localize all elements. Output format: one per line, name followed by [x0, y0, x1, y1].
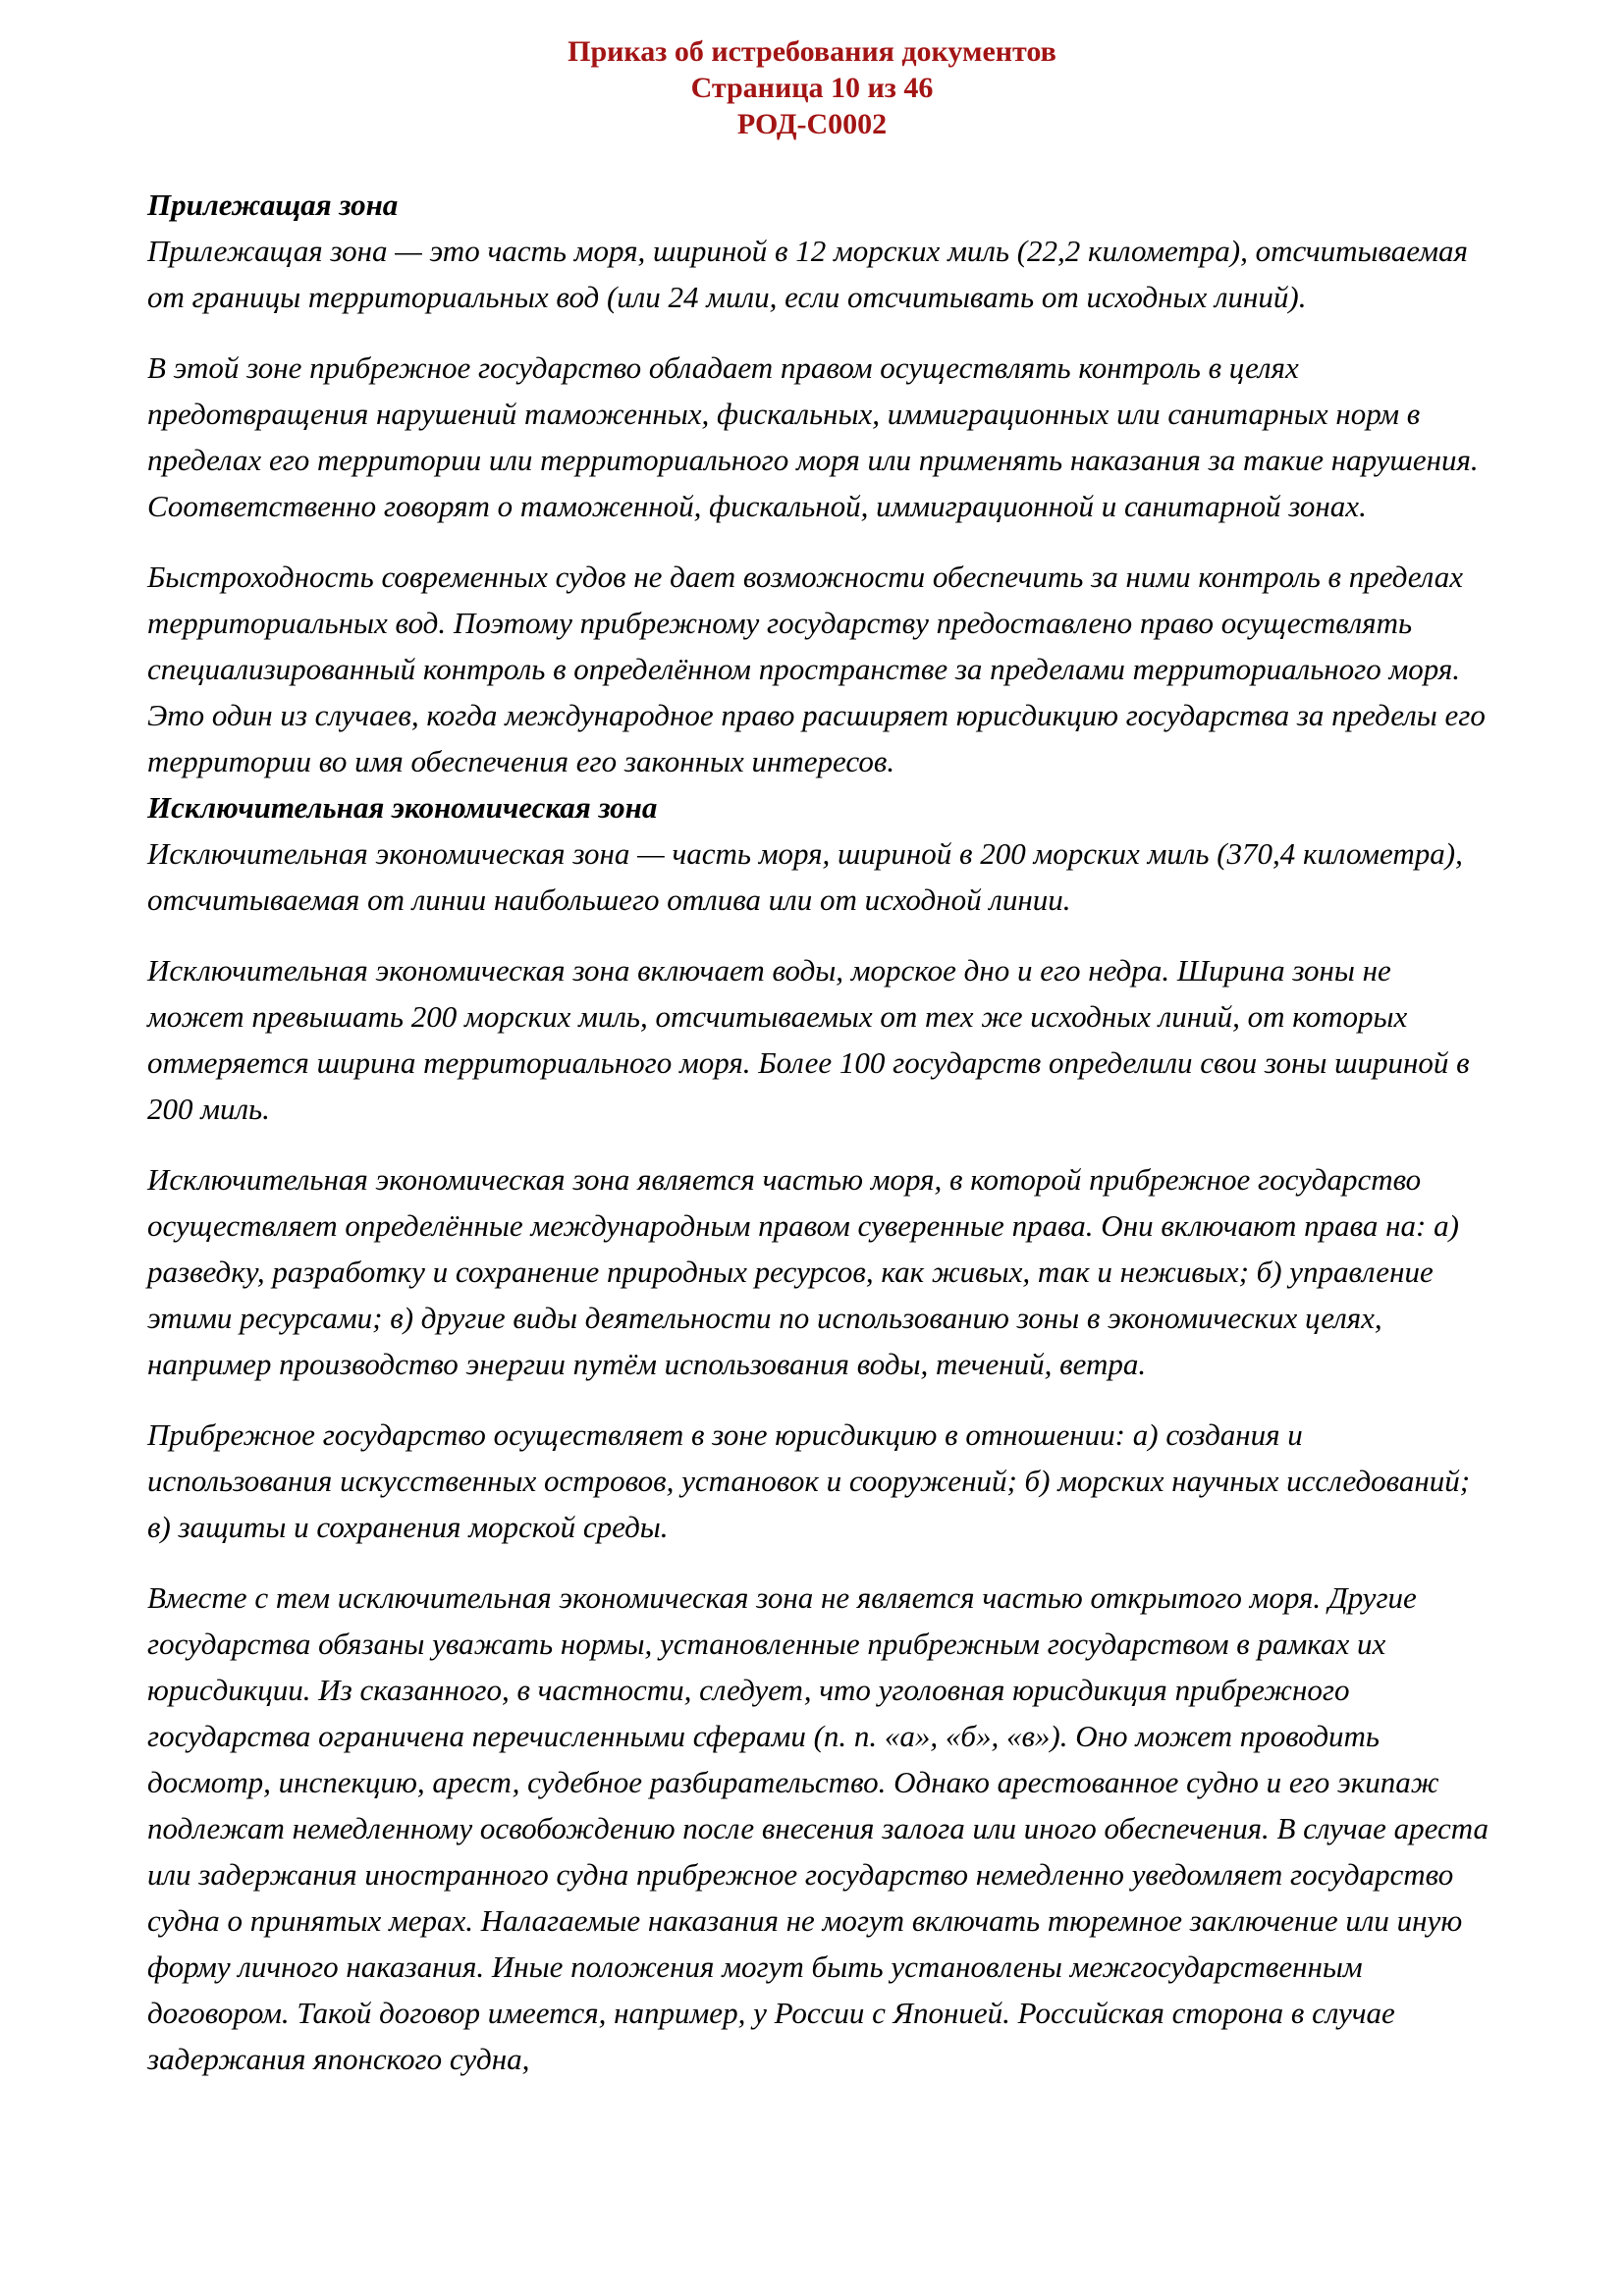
section-heading-exclusive-economic-zone: Исключительная экономическая зона [147, 790, 658, 825]
document-body [0, 182, 1624, 2082]
section-heading-contiguous-zone: Прилежащая зона [147, 187, 399, 222]
document-title: Приказ об истребования документов [568, 35, 1056, 68]
paragraph: Прибрежное государство осуществляет в зоне юрисдикцию в отношении: а) создания и использования искусственных островов, установок и сооружений; б) морских научных исследований; в) защиты и сохранения морской среды. [147, 1417, 1471, 1544]
document-header [0, 33, 1624, 142]
paragraph: Вместе с тем исключительная экономическая зона не является частью открытого моря. Другие государства обязаны уважать нормы, установленные прибрежным государством в рамках их юрисдикции. Из сказанного, в частности, следует, что уголовная юрисдикция прибрежного государства ограничена перечисленными сферами (п. п. «а», «б», «в»). Оно может проводить досмотр, инспекцию, арест, судебное разбирательство. Однако арестованное судно и его экипаж подлежат немедленному освобождению после внесения залога или иного обеспечения. В случае ареста или задержания иностранного судна прибрежное государство немедленно уведомляет государство судна о принятых мерах. Налагаемые наказания не могут включать тюремное заключение или иную форму личного наказания. Иные положения могут быть установлены межгосударственным договором. Такой договор имеется, например, у России с Японией. Российская сторона в случае задержания японского судна, [147, 1580, 1489, 2076]
paragraph: Быстроходность современных судов не дает возможности обеспечить за ними контроль в пределах территориальных вод. Поэтому прибрежному государству предоставлено право осуществлять специализированный контроль в определённом пространстве за пределами территориального моря. Это один из случаев, когда международное право расширяет юрисдикцию государства за пределы его территории во имя обеспечения его законных интересов. [147, 560, 1486, 778]
document-code: РОД-С0002 [736, 108, 888, 140]
paragraph: В этой зоне прибрежное государство обладает правом осуществлять контроль в целях предотвращения нарушений таможенных, фискальных, иммиграционных или санитарных норм в пределах его территории или территориального моря или применять наказания за такие нарушения. Соответственно говорят о таможенной, фискальной, иммиграционной и санитарной зонах. [147, 350, 1479, 523]
paragraph: Исключительная экономическая зона является частью моря, в которой прибрежное государство осуществляет определённые международным правом суверенные права. Они включают права на: а) разведку, разработку и сохранение природных ресурсов, как живых, так и неживых; б) управление этими ресурсами; в) другие виды деятельности по использованию зоны в экономических целях, например производство энергии путём использования воды, течений, ветра. [147, 1162, 1459, 1381]
page-number: Страница 10 из 46 [690, 72, 934, 104]
section-contiguous-zone [147, 182, 1489, 784]
paragraph: Прилежащая зона — это часть моря, шириной в 12 морских миль (22,2 километра), отсчитываемая от границы территориальных вод (или 24 мили, если отсчитывать от исходных линий). [147, 234, 1468, 314]
section-exclusive-economic-zone [147, 784, 1489, 2082]
paragraph: Исключительная экономическая зона включает воды, морское дно и его недра. Ширина зоны не может превышать 200 морских миль, отсчитываемых от тех же исходных линий, от которых отмеряется ширина территориального моря. Более 100 государств определили свои зоны шириной в 200 миль. [147, 953, 1470, 1126]
paragraph: Исключительная экономическая зона — часть моря, шириной в 200 морских миль (370,4 километра), отсчитываемая от линии наибольшего отлива или от исходной линии. [147, 836, 1463, 917]
